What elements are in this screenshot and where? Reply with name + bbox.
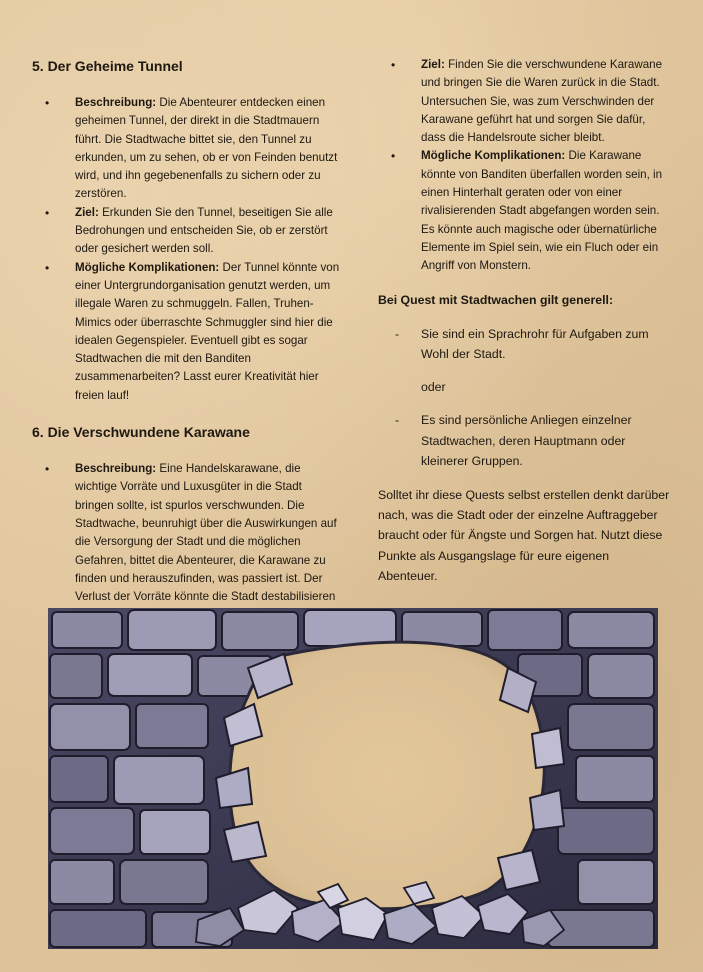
item-text: Finden Sie die verschwundene Karawane und bringen Sie die Waren zurück in die Stadt. Untersuchen Sie, was zum Verschwinden der Karawane geführt hat und sorgen Sie dafür, dass die Handelsroute sicher bleibt. [421,58,663,145]
list-item [32,460,342,625]
item-label: Ziel: [421,58,445,71]
item-text: Erkunden Sie den Tunnel, beseitigen Sie alle Bedrohungen und entscheiden Sie, ob er zerstört oder gesichert werden soll. [75,205,333,256]
bullet-icon: • [45,462,50,477]
item-label: Beschreibung: [75,462,157,476]
bullet-icon: • [45,205,50,220]
section-5-list [32,94,342,405]
dash-icon: - [395,413,400,428]
section-6-list-right [378,56,670,276]
bullet-icon: • [45,260,50,275]
section-6-list-left [32,460,342,625]
item-label: Beschreibung: [75,96,157,109]
list-item [32,259,342,405]
option-text: Es sind persönliche Anliegen einzelner Stadtwachen, deren Hauptmann oder kleinerer Gruppen. [421,413,632,468]
item-label: Mögliche Komplikationen: [75,260,220,274]
option-list [378,324,670,364]
broken-wall-illustration [48,608,658,949]
option-text: Sie sind ein Sprachrohr für Aufgaben zum Wohl der Stadt. [421,326,649,361]
item-text: Eine Handelskarawane, die wichtige Vorräte und Luxusgüter in die Stadt bringen sollte, ist spurlos verschwunden. Die Stadtwache, beunruhigt über die Auswirkungen auf die Versorgung der Stadt und die möglichen Gefahren, bittet die Abenteurer, die Karawane zu finden und herauszufinden, was passiert ist. Der Verlust der Vorräte könnte die Stadt destabilisieren [75,462,337,604]
or-text: oder [421,380,446,395]
item-text: Die Karawane könnte von Banditen überfallen worden sein, in einen Hinterhalt geraten oder von einer rivalisierenden Stadt abgefangen worden sein. Es könnte auch magische oder übernatürliche Elemente im Spiel sein, wie ein Fluch oder ein Angriff von Monstern. [421,149,663,273]
section-5-title: 5. Der Geheime Tunnel [32,58,183,74]
list-item [32,94,342,204]
general-heading: Bei Quest mit Stadtwachen gilt generell: [378,292,614,307]
list-item [378,410,670,471]
dash-icon: - [395,326,400,341]
item-text: Die Abenteurer entdecken einen geheimen Tunnel, der direkt in die Stadtmauern führt. Die Stadtwache bittet sie, den Tunnel zu erkunden, um zu sehen, ob er von Feinden benutzt wird, und ihn gegebenenfalls zu sichern oder zu zerstören. [75,96,338,201]
closing-paragraph: Solltet ihr diese Quests selbst erstellen denkt darüber nach, was die Stadt oder der einzelne Auftraggeber braucht oder für Ängste und Sorgen hat. Nutzt diese Punkte als Ausgangslage für eure eigenen Abenteuer. [378,487,670,583]
section-6-title: 6. Die Verschwundene Karawane [32,424,250,441]
bullet-icon: • [391,149,396,164]
option-list [378,410,670,471]
bullet-icon: • [391,58,396,72]
list-item [32,204,342,259]
left-column [32,56,342,625]
general-notes [378,290,670,586]
item-text: Der Tunnel könnte von einer Untergrundorganisation genutzt werden, um illegale Waren zu schmuggeln. Fallen, Truhen-Mimics oder überraschte Schmuggler sind hier die idealen Gegenspieler. Eventuell gibt es sogar Stadtwachen die mit den Banditen zusammenarbeiten? Lasst eurer Kreativität hier freien lauf! [75,260,340,402]
list-item [378,324,670,364]
list-item [378,147,670,275]
item-label: Mögliche Komplikationen: [421,149,566,163]
bullet-icon: • [45,96,50,110]
right-column [378,56,670,586]
item-label: Ziel: [75,205,99,219]
list-item [378,56,670,147]
